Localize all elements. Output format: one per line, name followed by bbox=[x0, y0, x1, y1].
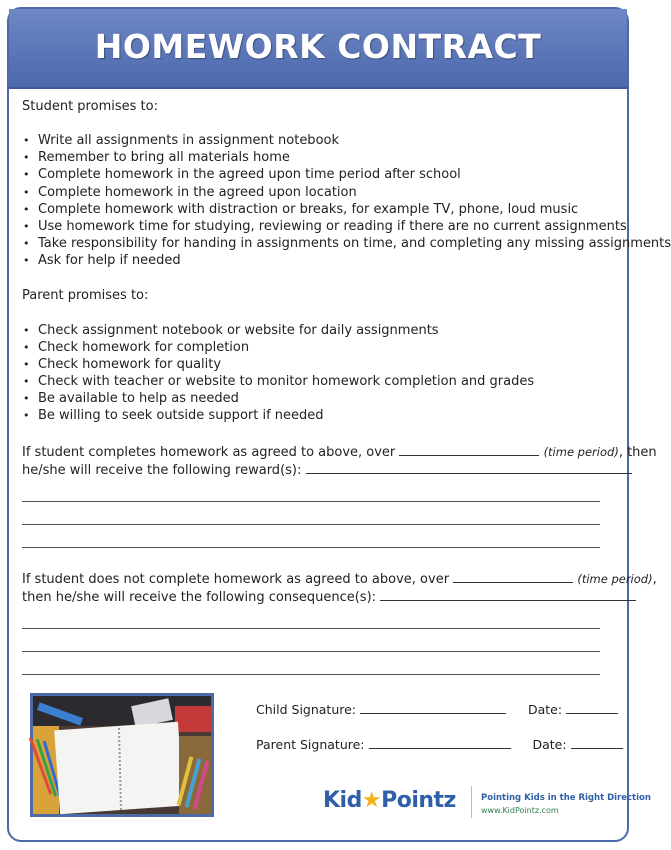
reward-field[interactable] bbox=[306, 461, 632, 474]
consequence-line[interactable] bbox=[22, 652, 600, 675]
consequence-time-note: (time period) bbox=[577, 571, 653, 586]
star-icon: ★ bbox=[361, 788, 382, 813]
parent-date-label: Date: bbox=[532, 737, 567, 752]
reward-time-field[interactable] bbox=[399, 443, 539, 456]
child-date-label: Date: bbox=[527, 702, 563, 717]
parent-signature-field[interactable] bbox=[369, 737, 511, 749]
student-list bbox=[22, 132, 671, 270]
consequence-clause bbox=[22, 570, 657, 588]
reward-time-note: (time period) bbox=[543, 444, 619, 459]
list-item: • Use homework time for studying, reviewing or reading if there are no current assignments bbox=[22, 218, 602, 235]
reward-line[interactable] bbox=[22, 479, 600, 502]
logo-brand-part1: Kid bbox=[323, 788, 362, 813]
reward-text-line2: he/she will receive the following reward(s): bbox=[22, 462, 302, 478]
list-item: • Complete homework in the agreed upon time period after school bbox=[22, 166, 602, 183]
parent-list bbox=[22, 322, 602, 425]
logo-url[interactable]: www.KidPointz.com bbox=[481, 806, 559, 815]
child-signature-field[interactable] bbox=[360, 702, 506, 714]
list-item: • Ask for help if needed bbox=[22, 252, 602, 269]
list-item: • Check assignment notebook or website for daily assignments bbox=[22, 322, 602, 339]
list-item: • Write all assignments in assignment notebook bbox=[22, 132, 602, 149]
list-item: • Check homework for quality bbox=[22, 356, 602, 373]
list-item: • Complete homework with distraction or breaks, for example TV, phone, loud music bbox=[22, 201, 602, 218]
consequence-line[interactable] bbox=[22, 606, 600, 629]
child-date-field[interactable] bbox=[566, 702, 618, 714]
desk-supplies-photo bbox=[30, 693, 214, 817]
reward-line[interactable] bbox=[22, 525, 600, 548]
reward-line[interactable] bbox=[22, 502, 600, 525]
logo-tagline: Pointing Kids in the Right Direction bbox=[481, 793, 651, 803]
consequence-line[interactable] bbox=[22, 629, 600, 652]
consequence-text-pre: If student does not complete homework as agreed to above, over bbox=[22, 571, 450, 587]
consequence-line2 bbox=[22, 588, 602, 606]
child-signature-row bbox=[256, 702, 616, 717]
parent-signature-row bbox=[256, 737, 616, 752]
list-item: • Be available to help as needed bbox=[22, 390, 602, 407]
reward-text-post: , then bbox=[618, 444, 657, 460]
list-item: • Be willing to seek outside support if needed bbox=[22, 407, 602, 424]
logo-brand-part2: Pointz bbox=[381, 788, 456, 813]
reward-line2 bbox=[22, 461, 602, 479]
page-title: HOMEWORK CONTRACT bbox=[94, 27, 542, 66]
parent-heading: Parent promises to: bbox=[22, 287, 149, 303]
reward-clause bbox=[22, 443, 657, 461]
header-banner bbox=[9, 9, 627, 89]
logo-divider bbox=[471, 786, 472, 818]
student-heading: Student promises to: bbox=[22, 99, 158, 114]
list-item: • Check with teacher or website to monitor homework completion and grades bbox=[22, 373, 602, 390]
list-item: • Complete homework in the agreed upon location bbox=[22, 184, 602, 201]
kidpointz-logo bbox=[323, 784, 651, 824]
consequence-time-field[interactable] bbox=[453, 570, 573, 583]
desk-supplies-illustration bbox=[33, 696, 211, 814]
consequence-text-post: , bbox=[652, 571, 657, 587]
parent-date-field[interactable] bbox=[571, 737, 623, 749]
list-item: • Remember to bring all materials home bbox=[22, 149, 602, 166]
reward-text-pre: If student completes homework as agreed to above, over bbox=[22, 444, 396, 460]
parent-signature-label: Parent Signature: bbox=[256, 737, 365, 752]
child-signature-label: Child Signature: bbox=[256, 702, 357, 717]
logo-brand bbox=[323, 788, 456, 813]
consequence-text-line2: then he/she will receive the following consequence(s): bbox=[22, 589, 377, 605]
list-item: • Take responsibility for handing in assignments on time, and completing any missing assignments bbox=[22, 235, 602, 252]
list-item: • Check homework for completion bbox=[22, 339, 602, 356]
consequence-field[interactable] bbox=[380, 588, 636, 601]
contract-body bbox=[22, 98, 671, 675]
